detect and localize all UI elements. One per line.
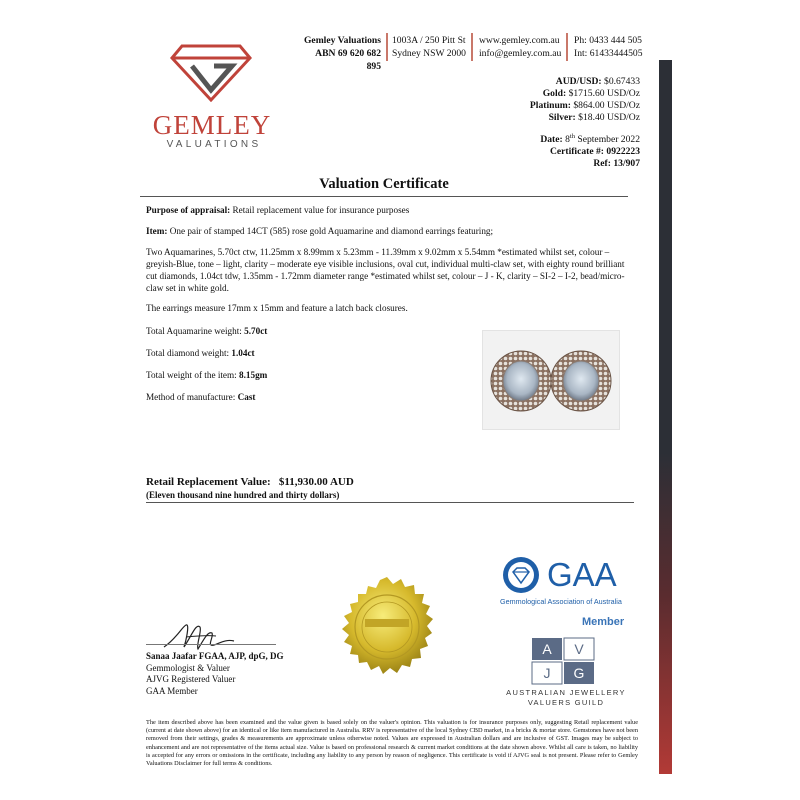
signer-block [146,651,284,697]
header-web-block [479,34,561,60]
item-line [146,225,636,237]
gaa-emblem-icon [502,556,540,594]
date-suffix: th [569,133,575,140]
spec-value: 5.70ct [244,326,268,336]
gaa-wordmark: GAA [547,556,617,593]
ajvg-letter: A [542,641,552,657]
rrv-in-words: (Eleven thousand nine hundred and thirty dollars) [146,490,340,500]
title-divider [140,196,628,197]
purpose-label: Purpose of appraisal: [146,205,231,215]
spec-value: 1.04ct [231,348,255,358]
email-link[interactable]: info@gemley.com.au [479,48,562,59]
aud-usd-value: $0.67433 [604,76,640,87]
rrv-label: Retail Replacement Value: [146,476,271,488]
rrv-line [146,476,354,488]
spec-row [146,369,446,381]
spec-label: Total diamond weight: [146,348,230,358]
disclaimer-text: The item described above has been examined and the value given is based solely on the valuer's opinion. This valuation is for insurance purposes only, suggesting Retail replacement value (current at date shown above) for an identical or like item manufactured in Australia. RRV is representative of the local Sydney CBD market, in a bricks & mortar store. Gemstones have not been removed from their settings, grades & measurements are approximate unless otherwise noted. Values are expressed in Australian dollars and are inclusive of GST. Images may be subject to enhancement and are not representative of the items actual size. Value is based on professional research & current market conditions at the date shown above. Whilst all care is taken, no liability is accepted for any errors or omissions in the certificate, including any liability to any person by reason of negligence. This certificate is void if AJVG seal is not present. Please refer to Gemley Valuations Disclaimer for full terms & conditions. [146,719,638,768]
gemley-diamond-logo-icon [170,40,252,102]
header-phone-block [574,34,643,60]
silver-value: $18.40 USD/Oz [578,112,640,123]
gold-value: $1715.60 USD/Oz [568,88,640,99]
signature-line [146,644,276,645]
spec-label: Method of manufacture: [146,392,236,402]
decorative-side-bar [659,60,672,774]
certificate-label: Certificate #: [549,146,605,158]
ajvg-line-2: VALUERS GUILD [527,698,605,707]
header-divider [566,33,568,61]
rrv-divider [146,502,634,503]
spec-label: Total Aquamarine weight: [146,326,242,336]
silver-label: Silver: [548,112,576,123]
ajvg-letter: V [574,641,584,657]
intl-phone-number: Int: 61433444505 [574,48,643,59]
platinum-value: $864.00 USD/Oz [573,100,640,111]
spec-value: 8.15gm [239,370,268,380]
header-divider [471,33,473,61]
ajvg-gold-seal-icon [332,575,442,685]
ajvg-letter: G [573,665,585,681]
ajvg-line-1: AUSTRALIAN JEWELLERY [506,688,626,697]
signer-membership: GAA Member [146,685,198,696]
metal-rates [530,76,640,124]
date-day: 8 [565,134,570,146]
item-description: Two Aquamarines, 5.70ct ctw, 11.25mm x 8.99mm x 5.23mm - 11.39mm x 9.02mm x 5.54mm *estimated whilst set, colour – greyish-Blue, tone – light, clarity – moderate eye visible inclusions, oval cut, individual multi-claw set, with eighty round brilliant cut diamonds, 1.04ct tdw, 1.35mm - 1.72mm diameter range *estimated whilst set, colour – J - K, clarity – SI-2 – I-2, bead/micro-claw set in white gold. [146,247,625,293]
spec-row [146,325,446,337]
earrings-image-icon [483,331,619,429]
gaa-association-name: Gemmological Association of Australia [500,597,622,606]
company-abn: ABN 69 620 682 895 [315,48,381,72]
logo-subtitle: VALUATIONS [166,139,262,150]
ref-label: Ref: [593,158,611,170]
certificate-meta [540,131,640,170]
spec-row [146,391,446,403]
rrv-value: $11,930.00 AUD [278,476,354,488]
earrings-photo [482,330,620,430]
ajvg-logo-icon [530,636,596,688]
spec-row [146,347,446,359]
address-line-1: 1003A / 250 Pitt St [392,35,466,46]
item-value: One pair of stamped 14CT (585) rose gold Aquamarine and diamond earrings featuring; [169,226,494,236]
website-link[interactable]: www.gemley.com.au [479,35,560,46]
signer-registration: AJVG Registered Valuer [146,674,236,684]
member-label: Member [582,616,625,628]
spec-value: Cast [237,392,256,402]
ajvg-guild-name [498,688,634,708]
signer-name: Sanaa Jaafar FGAA, AJP, dpG, DG [146,651,284,661]
ref-number: 13/907 [613,158,640,170]
spec-label: Total weight of the item: [146,370,237,380]
signer-title: Gemmologist & Valuer [146,662,230,673]
address-line-2: Sydney NSW 2000 [392,48,466,59]
company-name: Gemley Valuations [303,35,381,46]
purpose-value: Retail replacement value for insurance purposes [232,205,410,215]
phone-number: Ph: 0433 444 505 [574,35,642,46]
page-title: Valuation Certificate [319,176,449,192]
ajvg-letter: J [543,665,551,681]
aud-usd-label: AUD/USD: [555,76,602,87]
platinum-label: Platinum: [529,100,571,111]
purpose-line [146,204,636,216]
header-company-block [299,34,381,73]
header-address-block [392,34,466,60]
date-label: Date: [540,134,563,146]
header-divider [386,33,388,61]
measurement-line: The earrings measure 17mm x 15mm and feature a latch back closures. [146,303,408,313]
certificate-number: 0922223 [606,146,640,158]
gold-label: Gold: [542,88,567,99]
logo-wordmark: GEMLEY [152,110,272,140]
item-label: Item: [146,226,168,236]
date-rest: September 2022 [577,134,640,146]
